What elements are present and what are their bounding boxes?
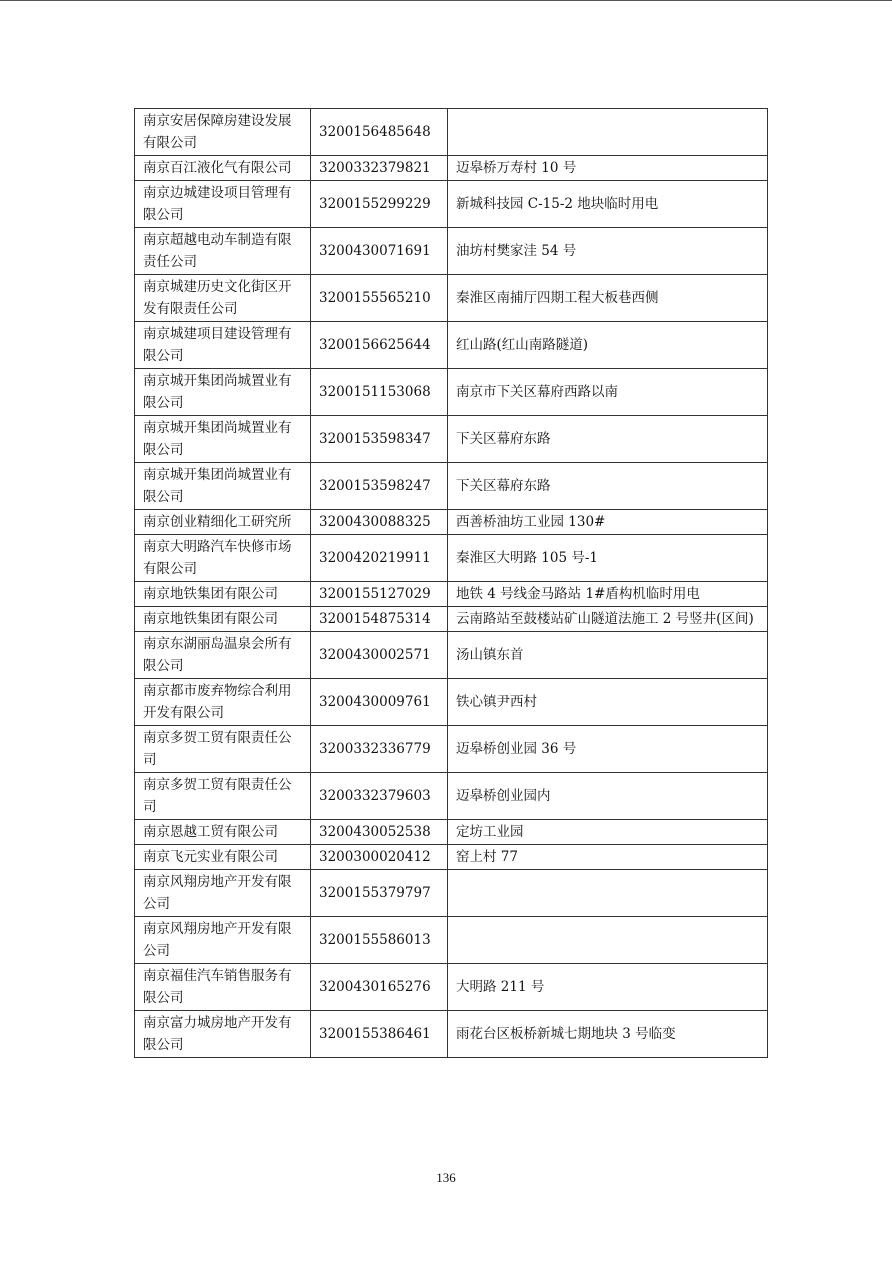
table-row — [135, 845, 768, 870]
address-cell: 迈皋桥创业园内 — [448, 773, 768, 820]
account-number-cell: 3200155379797 — [311, 870, 448, 917]
company-name-cell: 南京富力城房地产开发有限公司 — [135, 1011, 311, 1058]
account-number-cell: 3200332336779 — [311, 726, 448, 773]
address-cell — [448, 109, 768, 156]
company-name-cell: 南京东湖丽岛温泉会所有限公司 — [135, 632, 311, 679]
table-row — [135, 726, 768, 773]
address-cell: 大明路 211 号 — [448, 964, 768, 1011]
address-cell: 油坊村樊家洼 54 号 — [448, 228, 768, 275]
account-number-cell: 3200156625644 — [311, 322, 448, 369]
account-number-cell: 3200155565210 — [311, 275, 448, 322]
table-row — [135, 917, 768, 964]
records-table — [134, 108, 768, 1058]
company-name-cell: 南京地铁集团有限公司 — [135, 607, 311, 632]
account-number-cell: 3200155586013 — [311, 917, 448, 964]
table-row — [135, 109, 768, 156]
table-row — [135, 416, 768, 463]
table-row — [135, 156, 768, 181]
address-cell: 汤山镇东首 — [448, 632, 768, 679]
address-cell: 铁心镇尹西村 — [448, 679, 768, 726]
table-row — [135, 322, 768, 369]
company-name-cell: 南京创业精细化工研究所 — [135, 510, 311, 535]
company-name-cell: 南京风翔房地产开发有限公司 — [135, 917, 311, 964]
table-row — [135, 607, 768, 632]
company-name-cell: 南京边城建设项目管理有限公司 — [135, 181, 311, 228]
address-cell: 定坊工业园 — [448, 820, 768, 845]
company-name-cell: 南京超越电动车制造有限责任公司 — [135, 228, 311, 275]
address-cell: 迈皋桥创业园 36 号 — [448, 726, 768, 773]
table-row — [135, 228, 768, 275]
table-row — [135, 181, 768, 228]
table-row — [135, 535, 768, 582]
address-cell: 云南路站至鼓楼站矿山隧道法施工 2 号竖井(区间) — [448, 607, 768, 632]
table-row — [135, 964, 768, 1011]
account-number-cell: 3200430088325 — [311, 510, 448, 535]
address-cell: 秦淮区南捕厅四期工程大板巷西侧 — [448, 275, 768, 322]
company-name-cell: 南京城建历史文化街区开发有限责任公司 — [135, 275, 311, 322]
table-row — [135, 773, 768, 820]
address-cell: 地铁 4 号线金马路站 1#盾构机临时用电 — [448, 582, 768, 607]
account-number-cell: 3200155299229 — [311, 181, 448, 228]
address-cell: 雨花台区板桥新城七期地块 3 号临变 — [448, 1011, 768, 1058]
table-row — [135, 463, 768, 510]
company-name-cell: 南京都市废弃物综合利用开发有限公司 — [135, 679, 311, 726]
company-name-cell: 南京飞元实业有限公司 — [135, 845, 311, 870]
address-cell: 西善桥油坊工业园 130# — [448, 510, 768, 535]
table-row — [135, 820, 768, 845]
page-number: 136 — [436, 1170, 456, 1185]
table-row — [135, 510, 768, 535]
account-number-cell: 3200420219911 — [311, 535, 448, 582]
address-cell: 红山路(红山南路隧道) — [448, 322, 768, 369]
table-row — [135, 870, 768, 917]
account-number-cell: 3200332379603 — [311, 773, 448, 820]
account-number-cell: 3200156485648 — [311, 109, 448, 156]
company-name-cell: 南京安居保障房建设发展有限公司 — [135, 109, 311, 156]
account-number-cell: 3200430052538 — [311, 820, 448, 845]
company-name-cell: 南京恩越工贸有限公司 — [135, 820, 311, 845]
company-name-cell: 南京大明路汽车快修市场有限公司 — [135, 535, 311, 582]
account-number-cell: 3200430165276 — [311, 964, 448, 1011]
account-number-cell: 3200155127029 — [311, 582, 448, 607]
address-cell: 南京市下关区幕府西路以南 — [448, 369, 768, 416]
account-number-cell: 3200332379821 — [311, 156, 448, 181]
address-cell: 下关区幕府东路 — [448, 416, 768, 463]
company-name-cell: 南京城建项目建设管理有限公司 — [135, 322, 311, 369]
table-row — [135, 369, 768, 416]
account-number-cell: 3200430071691 — [311, 228, 448, 275]
account-number-cell: 3200154875314 — [311, 607, 448, 632]
account-number-cell: 3200430009761 — [311, 679, 448, 726]
company-name-cell: 南京福佳汽车销售服务有限公司 — [135, 964, 311, 1011]
company-name-cell: 南京城开集团尚城置业有限公司 — [135, 416, 311, 463]
address-cell: 迈皋桥万寿村 10 号 — [448, 156, 768, 181]
company-name-cell: 南京地铁集团有限公司 — [135, 582, 311, 607]
account-number-cell: 3200153598347 — [311, 416, 448, 463]
address-cell — [448, 870, 768, 917]
account-number-cell: 3200153598247 — [311, 463, 448, 510]
address-cell: 下关区幕府东路 — [448, 463, 768, 510]
address-cell — [448, 917, 768, 964]
table-row — [135, 582, 768, 607]
address-cell: 新城科技园 C-15-2 地块临时用电 — [448, 181, 768, 228]
table-row — [135, 1011, 768, 1058]
top-rule — [0, 0, 892, 1]
account-number-cell: 3200155386461 — [311, 1011, 448, 1058]
company-name-cell: 南京多贺工贸有限责任公司 — [135, 726, 311, 773]
account-number-cell: 3200151153068 — [311, 369, 448, 416]
company-name-cell: 南京百江液化气有限公司 — [135, 156, 311, 181]
company-name-cell: 南京城开集团尚城置业有限公司 — [135, 369, 311, 416]
account-number-cell: 3200430002571 — [311, 632, 448, 679]
table-row — [135, 275, 768, 322]
company-name-cell: 南京多贺工贸有限责任公司 — [135, 773, 311, 820]
company-name-cell: 南京风翔房地产开发有限公司 — [135, 870, 311, 917]
table-row — [135, 632, 768, 679]
company-name-cell: 南京城开集团尚城置业有限公司 — [135, 463, 311, 510]
address-cell: 窑上村 77 — [448, 845, 768, 870]
account-number-cell: 3200300020412 — [311, 845, 448, 870]
table-row — [135, 679, 768, 726]
address-cell: 秦淮区大明路 105 号-1 — [448, 535, 768, 582]
